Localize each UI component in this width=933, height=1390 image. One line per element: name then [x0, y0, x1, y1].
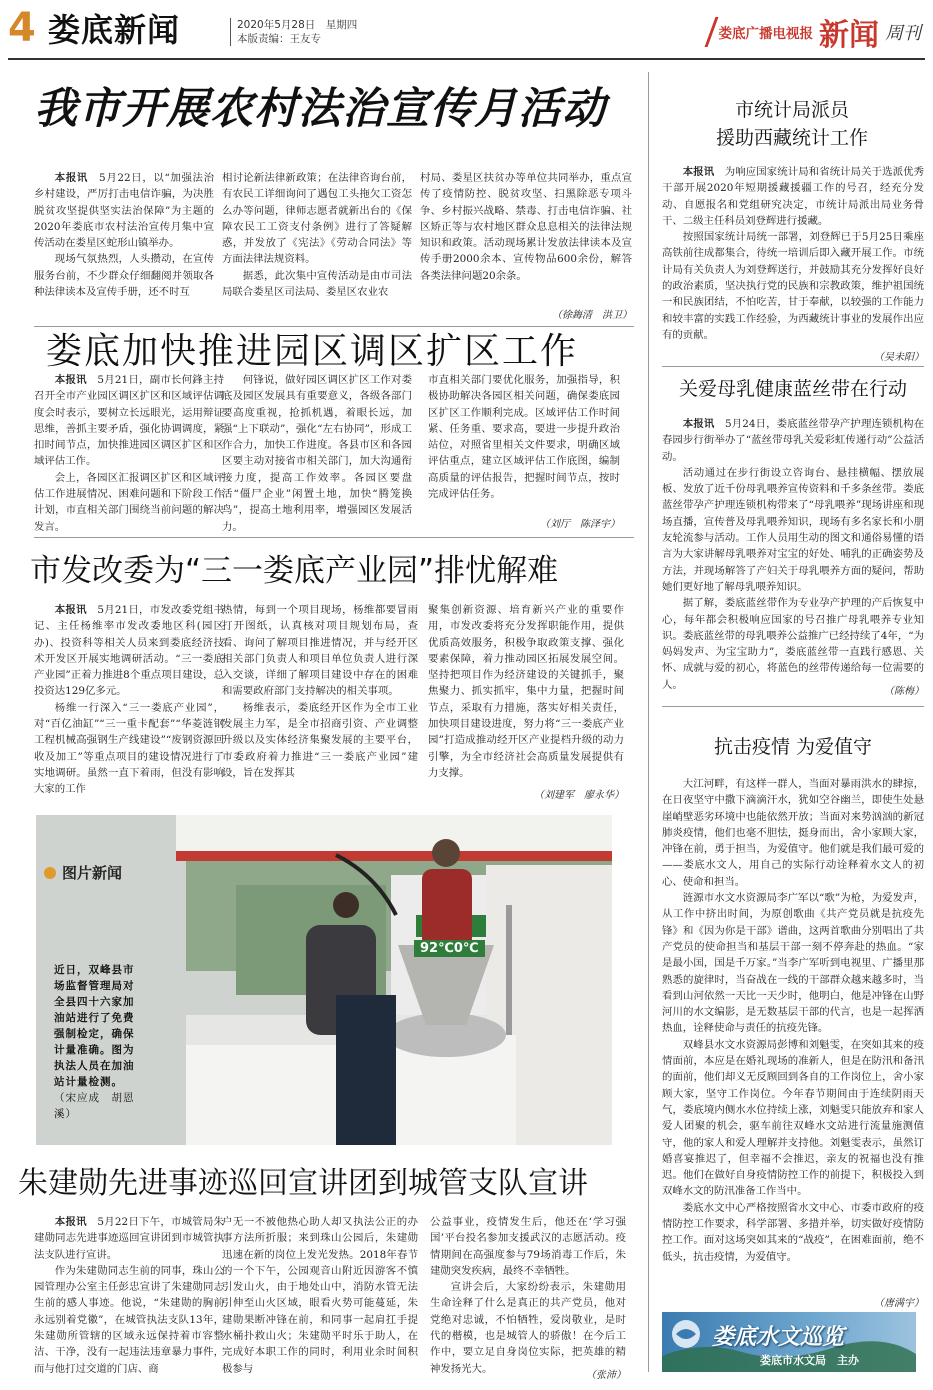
ndrc-column-1: [34, 602, 224, 802]
paper-org: 娄底广播电视报: [718, 26, 813, 42]
editor-line: 本版责编：王友专: [237, 33, 321, 45]
law-byline: （徐鋂清 洪卫）: [552, 310, 632, 321]
park-text-3: 市直相关部门要优化服务，加强指导，积极协助解决各园区相关问题，确保娄底园区扩区工作顺利完成。区域评估工作时间紧、任务重、要求高，要进一步提升政治站位，对照省里相关文件要求，明确区域评估重点，建立区域评估工作底图，编制高质量的评估报告，把握时间节点，按时完成评估任务。: [428, 374, 620, 501]
banner-host: 娄底市水文局 主办: [760, 1354, 859, 1367]
headline-law-month: 我市开展农村法治宣传月活动: [34, 84, 606, 134]
headline-breastfeeding: 关爱母乳健康蓝丝带在行动: [678, 378, 907, 400]
orange-dot-icon: [44, 867, 56, 879]
park-text-2: 何锋说，做好园区调区扩区工作对娄底及园区发展具有重要意义，各级各部门要高度重视，抢抓机遇，着眼长远，加强“上下联动”，强化“左右协同”，形成工作合力，加快工作进度。各县市区和各园区要主动对接省市相关部门，加大沟通衔接力度，提高工作效率。各园区要盘活“僵尸企业”闲置土地，加快“腾笼换鸟”，提高土地利用率，增强园区发展活力。: [222, 374, 412, 533]
law-text-1: 5月22日，以“加强法治乡村建设，严厉打击电信诈骗，为决胜脱贫攻坚提供坚实法治保障”为主题的2020年娄底市农村法治宣传月集中宣传活动在娄星区蛇形山镇举办。: [34, 172, 215, 250]
law-text-3: 村局、娄星区扶贫办等单位共同举办，重点宣传了疫情防控、脱贫攻坚、扫黑除恶专项斗争、乡村振兴战略、禁毒、打击电信诈骗、社区矫正等与农村地区群众息息相关的法律法规知识和政策。活动现场累计发放法律读本及宣传手册2000余本、宣传物品600余份，解答各类法律问题20余条。: [420, 172, 632, 282]
headline-epidemic: 抗击疫情 为爱值守: [713, 736, 873, 758]
ep-text-1: 大江河畔，有这样一群人，当面对暴雨洪水的肆掠，在日夜坚守中撒下滴滴汗水，犹如空谷幽兰，即使生处悬崖峭壁恶劣环境中也能依然开放；当面对来势汹汹的新冠肺炎疫情，他们也毫不胆怯，挺身而出，舍小家顾大家，冲锋在前，勇于担当，为爱值守。他们就是我们最可爱的——娄底水文人，用自己的实际行动诠释着水文人的初心、使命和担当。: [662, 778, 924, 888]
park-text-1: 5月21日，副市长何鋒主持召开全市产业园区调区扩区和区域评估调度会时表示，要树立长远眼光，运用辩证思维，善抓主要矛盾，强化协调调度，紧扣时间节点，加快推进园区调区扩区和区域评估工作。: [34, 374, 224, 468]
headline-urban: 朱建勋先进事迹巡回宣讲团到城管支队宣讲: [18, 1166, 588, 1201]
law-text-2: 相讨论新法律新政策；在法律咨询台前，有农民工详细询问了遇包工头拖欠工资怎么办等问题，律师志愿者就新出台的《保障农民工工资支付条例》进行了答疑解惑，并发放了《宪法》《劳动合同法》等方面法律法规资料。: [222, 172, 412, 266]
photo-news-tag: [44, 862, 122, 883]
urban-text-3: 公益事业，疫情发生后，他还在‘学习强国’平台投名参加支援武汉的志愿活动。疫情期间在高强度参与79场消毒工作后，朱建勋突发疾病，最终不幸牺牲。: [430, 1216, 626, 1277]
ndrc-text-1b: 杨维一行深入“三一娄底产业园”，对“百亿油缸”“三一重卡配套”“华菱涟钢工程机械高强钢生产线建设”“废钢资源回收及加工”等重点项目的建设情况进行了实地调研。虽然一直下着雨，但没有影响大家的工作: [34, 701, 224, 796]
headline-stats-line2: 援助西藏统计工作: [715, 127, 868, 149]
ndrc-byline: （刘建军 廖永华）: [534, 790, 624, 801]
breastfeeding-byline: （陈梅）: [884, 686, 924, 697]
divider: [34, 326, 634, 327]
epidemic-body: [662, 776, 924, 1294]
date-block: [230, 18, 357, 46]
lead-label: 本报讯: [54, 1216, 87, 1228]
paper-name: 新闻: [819, 18, 879, 53]
headline-park: 娄底加快推进园区调区扩区工作: [46, 331, 579, 372]
headline-ndrc: 市发改委为“三一娄底产业园”排忧解难: [30, 553, 559, 589]
bf-text-1: 5月24日，娄底蓝丝带孕产护理连锁机构在春园步行街举办了“蓝丝带母乳关爱彩虹传递行动”公益活动。: [662, 418, 925, 463]
divider: [34, 537, 634, 538]
stats-byline: （吴未阳）: [874, 352, 924, 363]
section-name: 娄底新闻: [48, 11, 181, 49]
stats-text-2: 按照国家统计局统一部署，刘登辉已于5月25日乘座高铁前往成都集合，待统一培训后即入藏开展工作。市统计局有关负责人为刘登辉送行，并鼓励其充分发挥好良好的政治素质，坚决执行党的民族和宗教政策，维护祖国统一和民族团结，不怕吃苦，甘于奉献，以较强的工作能力和较丰富的实践工作经验，为西藏统计事业的发展作出应有的贡献。: [662, 231, 924, 341]
urban-byline: （张沛）: [586, 1370, 626, 1381]
park-column-1: [34, 372, 224, 532]
lead-label: 本报讯: [682, 166, 715, 178]
masthead-rule: [8, 58, 925, 60]
breastfeeding-body: [662, 416, 924, 704]
ndrc-column-3: [428, 602, 624, 782]
headline-stats-line1: 市统计局派员: [734, 99, 849, 121]
urban-text-3b: 宣讲会后，大家纷纷表示，朱建勋用生命诠释了什么是真正的共产党员，他对党绝对忠诚，不怕牺牲，爱岗敬业，是时代的楷模，也是城管人的骄傲！在今后工作中，要立足自身岗位实际，把英雄的精神发扬光大。: [430, 1281, 626, 1375]
law-column-1: [34, 170, 214, 320]
lead-label: 本报讯: [682, 418, 715, 430]
stats-body: [662, 164, 924, 346]
caption-text: 近日，双峰县市场监督管理局对全县四十六家加油站进行了免费强制检定，确保计量准确。图为执法人员在加油站计量检测。: [54, 964, 135, 1088]
lead-label: 本报讯: [54, 604, 87, 616]
park-column-2: [222, 372, 412, 532]
urban-text-1b: 作为朱建勋同志生前的同事，珠山公园管理办公室主任彭忠宣讲了朱建勋同志生前的感人事迹。他说，“朱建勋的胸前永远别着党徽”，在城管执法支队13年，朱建勋所管辖的区域永远保持着市容整洁、干净，没有一起违法违章暴力事件，而与他打过交道的门店、商: [34, 1264, 224, 1375]
law-text-2b: 据悉，此次集中宣传活动是由市司法局联合娄星区司法局、娄星区农业农: [222, 269, 412, 299]
park-byline: （刘厅 陈泽宇）: [540, 519, 620, 530]
photo-news-label: 图片新闻: [62, 864, 123, 882]
lead-label: 本报讯: [54, 172, 88, 184]
ep-text-2: 涟源市水文水资源局李广军以“歌”为枪，为爱发声，从工作中挤出时间，为原创歌曲《共产党员就是抗疫先锋》和《因为你是干部》谱曲，这两首歌曲分别唱出了共产党员的使命担当和基层干部一刻不停奔赴的热血。“家是最小国，国是千万家。”当李广军听到电视里、广播里那熟悉的旋律时，当奋战在一线的干部群众越来越多时，当看到山河依然一天比一天少时，他明白，他是冲锋在山野河川的水文编影，是无数基层干部的代言，也是一起挥洒热血，诠释使命与责任的抗疫先锋。: [662, 892, 924, 1035]
paper-masthead: [699, 10, 922, 54]
photo-caption: [54, 962, 140, 1122]
banner-title: 娄底水文巡览: [712, 1324, 845, 1350]
ep-text-3: 双峰县水文水资源局彭博和刘魁雯，在突如其来的疫情面前，本应是在婚礼现场的准新人，但是在防汛和备汛的面前，他们却义无反顾回到各自的工作岗位上，舍小家顾大家，坚守工作岗位。今年春节期间由于连续阴雨天气，娄底境内侧水水位持续上涨，刘魁雯只能放弃和家人爱人团聚的机会，驱车前往双峰水文站进行流量施测值守，他的家人和爱人理解并支持他。刘魁雯表示，虽然订婚喜宴推迟了，但幸福不会推迟，亲友的祝福也没有推迟。他们在做好自身疫情防控工作的前提下，积极投入到双峰水文的防汛准备工作当中。: [662, 1038, 924, 1198]
law-column-2: [222, 170, 412, 320]
park-column-3: [428, 372, 620, 512]
lead-label: 本报讯: [54, 374, 87, 386]
divider: [662, 706, 924, 707]
law-text-1b: 现场气氛热烈，人头攒动，在宣传服务台前，不少群众仔细翻阅并领取各种法律读本及宣传手册，还不时互: [34, 253, 214, 299]
epidemic-byline: （唐满宇）: [874, 1298, 924, 1309]
ndrc-text-2: 热情，每到一个项目现场，杨维都要冒雨打开图纸，认真核对项目规划布局，查看、询问了解项目推进情况，并与经开区相关部门负责人和项目单位负责人进行深入交谈，详细了解项目建设中存在的困难和需要政府部门支持解决的相关事项。: [222, 604, 418, 698]
stats-text-1: 为响应国家统计局和省统计局关于选派优秀干部开展2020年短期援藏援疆工作的号召，经充分发动、自愿报名和党组研究决定，市统计局派出局业务骨干、二级主任科员刘登辉进行援藏。: [662, 166, 925, 227]
page-number: 4: [8, 5, 36, 51]
urban-column-2: [222, 1214, 418, 1384]
date-line: 2020年5月28日 星期四: [237, 19, 358, 31]
bf-text-3: 据了解，娄底蓝丝带作为专业孕产护理的产后恢复中心，每年都会积极响应国家的号召推广母乳喂养专业知识。娄底蓝丝带的母乳喂养公益推广已经持续了4年，“为妈妈发声、为宝宝助力”，娄底蓝丝带一直践行感恩、关怀、成就与爱的初心，将蓝色的丝带传递给每一位需要的人。: [662, 597, 924, 691]
slash-ornament: [693, 17, 718, 47]
urban-column-3: [430, 1214, 626, 1375]
ndrc-text-2b: 杨维表示，娄底经开区作为全市工业发展主力军，是全市招商引资、产业调整升级以及实体经济集聚发展的主要平台，市委政府着力推进“三一娄底产业园”建设，旨在发挥其: [222, 701, 418, 779]
urban-text-1: 5月22日下午，市城管局朱建勋同志先进事迹巡回宣讲团到市城管执法支队进行宣讲。: [34, 1216, 224, 1261]
divider: [662, 366, 924, 367]
ndrc-text-1: 5月21日，市发改委党组书记、主任杨维率市发改委地区科(园区办)、投资科等相关人员来到娄底经济技术开发区开展实地调研活动。“三一娄底产业园”正着力推进8个重点项目建设，总投资达129亿多元。: [34, 604, 224, 698]
price-sign: 92℃0℃: [414, 940, 485, 957]
ndrc-column-2: [222, 602, 418, 802]
paper-frequency: 周刊: [885, 23, 921, 44]
law-column-3: [420, 170, 632, 304]
bf-text-2: 活动通过在步行街设立咨询台、悬挂横幅、摆放展板、发放了近千份母乳喂养宣传资料和千多条丝带。娄底蓝丝带孕产护理连锁机构带来了“母乳喂养”现场讲座和现场直播，宣传普及母乳喂养知识，现场有多名家长和小朋友轮流参与活动。工作人员用生动的图文和通俗易懂的语言为大家讲解母乳喂养对宝宝的好处、哺乳的正确姿势及方法，并现场解答了产妇关于母乳喂养方面的疑问，帮助她们更好地了解母乳喂养知识。: [662, 466, 924, 593]
ep-text-4: 娄底水文中心严格按照省水文中心、市委市政府的疫情防控工作要求，科学部署、多措并举，切实做好疫情防控工作。面对这场突如其来的“战疫”，在困难面前，绝不低头，抗击疫情，为爱值守。: [662, 1201, 924, 1263]
urban-text-2: 户无一不被他热心助人却又执法公正的办事方法所折服；来到珠山公园后，朱建勋迅速在新的岗位上发光发热。2018年春节的一个下午，公园观音山附近因游客不慎引发山火，由于地处山中，消防水管无法引伸至山火区域，眼看火势可能蔓延，朱建勋果断冲锋在前，和同事一起肩扛手提水桶扑救山火；朱建勋平时乐于助人，在完成好本职工作的同时，利用业余时间积极参与: [222, 1216, 418, 1375]
column-divider: [648, 72, 649, 1372]
urban-column-1: [34, 1214, 224, 1384]
park-text-1b: 会上，各园区汇报调区扩区和区域评估工作进展情况、困难问题和下阶段工作计划，市直相关部门围绕当前问题的解决发言。: [34, 471, 224, 533]
ndrc-text-3: 聚集创新资源、培育新兴产业的重要作用，市发改委将充分发挥职能作用，提供优质高效服务，积极争取政策支撑、强化要素保障，着力推动园区拓展发展空间。坚持把项目作为经济建设的关键抓手，聚焦聚力、抓实抓牢，集中力量，把握时间节点，采取有力措施，落实好相关责任，加快项目建设进度，努力将“三一娄底产业园”打造成推动经开区产业提档升级的动力引擎，为全市经济社会高质量发展提供有力支撑。: [428, 604, 624, 779]
caption-byline: （宋应成 胡恩溪）: [54, 1092, 135, 1120]
